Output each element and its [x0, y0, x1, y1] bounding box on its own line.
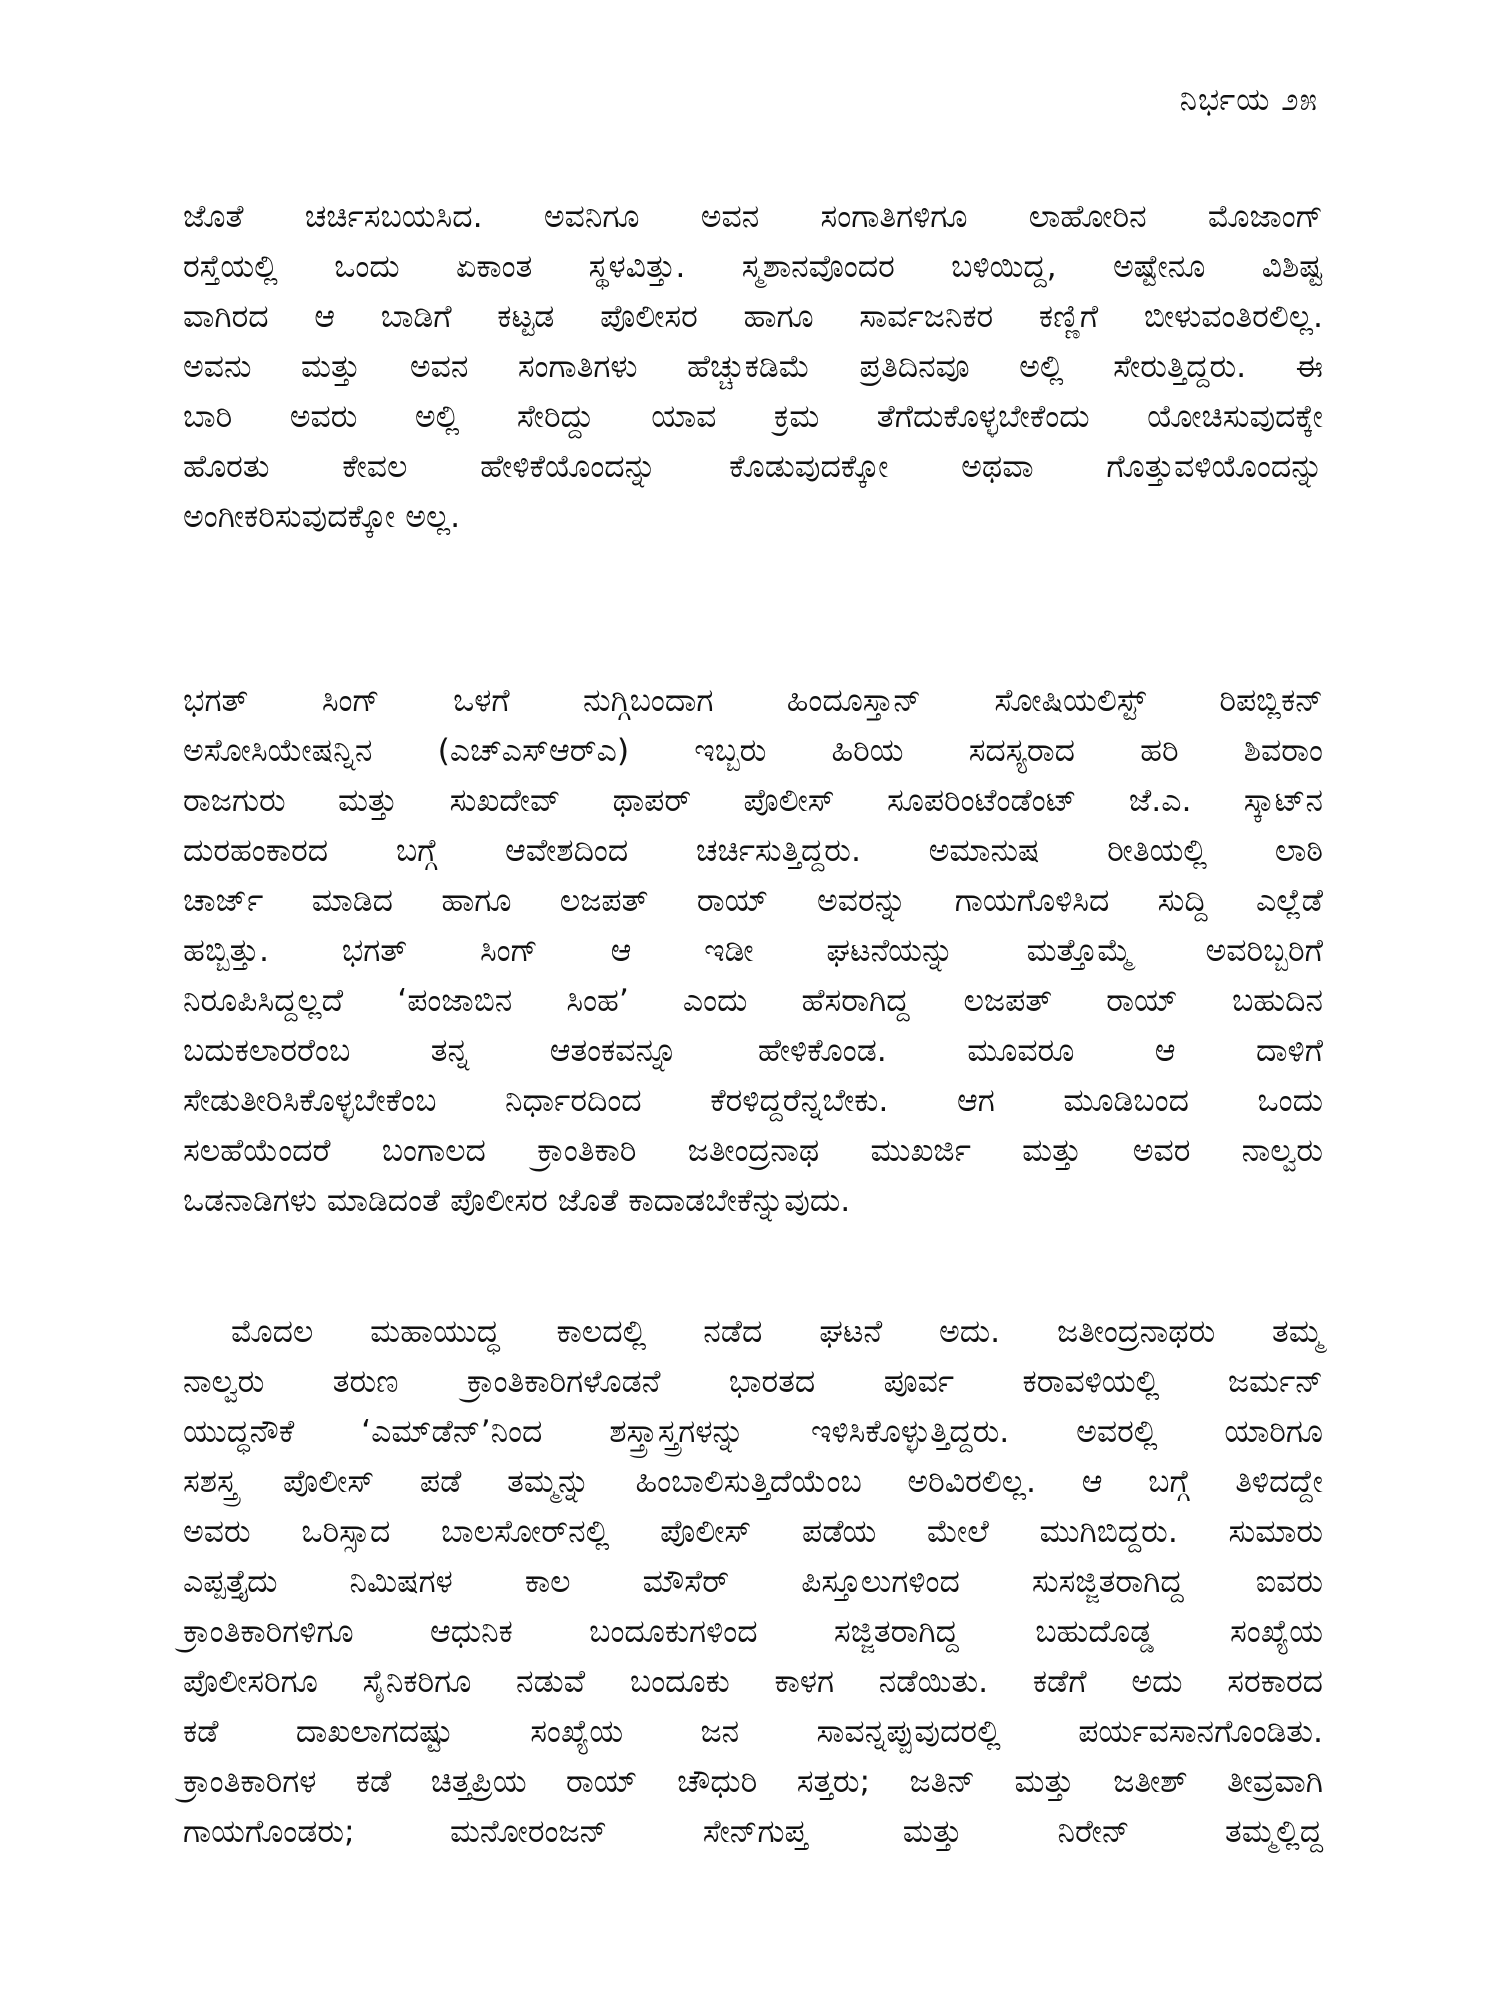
text-line: ಬದುಕಲಾರರೆಂಬ ತನ್ನ ಆತಂಕವನ್ನೂ ಹೇಳಿಕೊಂಡ. ಮೂವರೂ ಆ ದಾಳಿಗೆ	[183, 1033, 1323, 1069]
text-line: ಅವನು ಮತ್ತು ಅವನ ಸಂಗಾತಿಗಳು ಹೆಚ್ಚುಕಡಿಮೆ ಪ್ರತಿದಿನವೂ ಅಲ್ಲಿ ಸೇರುತ್ತಿದ್ದರು. ಈ	[183, 349, 1323, 385]
text-line: ಬಾರಿ ಅವರು ಅಲ್ಲಿ ಸೇರಿದ್ದು ಯಾವ ಕ್ರಮ ತೆಗೆದುಕೊಳ್ಳಬೇಕೆಂದು ಯೋಚಿಸುವುದಕ್ಕೇ	[183, 399, 1323, 435]
text-line: ಒಡನಾಡಿಗಳು ಮಾಡಿದಂತೆ ಪೊಲೀಸರ ಜೊತೆ ಕಾದಾಡಬೇಕೆನ್ನುವುದು.	[183, 1183, 851, 1219]
text-line: ಪೊಲೀಸರಿಗೂ ಸೈನಿಕರಿಗೂ ನಡುವೆ ಬಂದೂಕು ಕಾಳಗ ನಡೆಯಿತು. ಕಡೆಗೆ ಅದು ಸರಕಾರದ	[183, 1664, 1323, 1700]
text-line: ವಾಗಿರದ ಆ ಬಾಡಿಗೆ ಕಟ್ಟಡ ಪೊಲೀಸರ ಹಾಗೂ ಸಾರ್ವಜನಿಕರ ಕಣ್ಣಿಗೆ ಬೀಳುವಂತಿರಲಿಲ್ಲ.	[183, 299, 1323, 335]
paragraph-1	[183, 192, 1323, 542]
running-header: ನಿರ್ಭಯ ೨೫	[1179, 82, 1318, 118]
text-line: ರಾಜಗುರು ಮತ್ತು ಸುಖದೇವ್ ಥಾಪರ್ ಪೊಲೀಸ್ ಸೂಪರಿಂಟೆಂಡೆಂಟ್ ಜೆ.ಎ. ಸ್ಕಾಟ್‌ನ	[183, 783, 1323, 819]
text-line: ಜೊತೆ ಚರ್ಚಿಸಬಯಸಿದ. ಅವನಿಗೂ ಅವನ ಸಂಗಾತಿಗಳಿಗೂ ಲಾಹೋರಿನ ಮೊಜಾಂಗ್	[183, 199, 1323, 235]
text-line: ಮೊದಲ ಮಹಾಯುದ್ಧ ಕಾಲದಲ್ಲಿ ನಡೆದ ಘಟನೆ ಅದು. ಜತೀಂದ್ರನಾಥರು ತಮ್ಮ	[231, 1314, 1323, 1350]
text-line: ಸಲಹೆಯೆಂದರೆ ಬಂಗಾಲದ ಕ್ರಾಂತಿಕಾರಿ ಜತೀಂದ್ರನಾಥ ಮುಖರ್ಜಿ ಮತ್ತು ಅವರ ನಾಲ್ವರು	[183, 1133, 1323, 1169]
text-line: ದುರಹಂಕಾರದ ಬಗ್ಗೆ ಆವೇಶದಿಂದ ಚರ್ಚಿಸುತ್ತಿದ್ದರು. ಅಮಾನುಷ ರೀತಿಯಲ್ಲಿ ಲಾಠಿ	[183, 833, 1323, 869]
text-line: ಚಾರ್ಜ್ ಮಾಡಿದ ಹಾಗೂ ಲಜಪತ್ ರಾಯ್ ಅವರನ್ನು ಗಾಯಗೊಳಿಸಿದ ಸುದ್ದಿ ಎಲ್ಲೆಡೆ	[183, 883, 1323, 919]
paragraph-3	[183, 1307, 1323, 1857]
text-line: ರಸ್ತೆಯಲ್ಲಿ ಒಂದು ಏಕಾಂತ ಸ್ಥಳವಿತ್ತು. ಸ್ಮಶಾನವೊಂದರ ಬಳಿಯಿದ್ದ, ಅಷ್ಟೇನೂ ವಿಶಿಷ್ಟ	[183, 249, 1323, 285]
text-line: ಗಾಯಗೊಂಡರು; ಮನೋರಂಜನ್ ಸೇನ್‌ಗುಪ್ತ ಮತ್ತು ನಿರೇನ್ ತಮ್ಮಲ್ಲಿದ್ದ	[183, 1814, 1323, 1850]
text-line: ಯುದ್ಧನೌಕೆ ‘ಎಮ್‌ಡೆನ್’ನಿಂದ ಶಸ್ತ್ರಾಸ್ತ್ರಗಳನ್ನು ಇಳಿಸಿಕೊಳ್ಳುತ್ತಿದ್ದರು. ಅವರಲ್ಲಿ ಯಾರಿಗೂ	[183, 1414, 1323, 1450]
text-line: ಕಡೆ ದಾಖಲಾಗದಷ್ಟು ಸಂಖ್ಯೆಯ ಜನ ಸಾವನ್ನಪ್ಪುವುದರಲ್ಲಿ ಪರ್ಯವಸಾನಗೊಂಡಿತು.	[183, 1714, 1323, 1750]
text-line: ಭಗತ್ ಸಿಂಗ್ ಒಳಗೆ ನುಗ್ಗಿಬಂದಾಗ ಹಿಂದೂಸ್ತಾನ್ ಸೋಷಿಯಲಿಸ್ಟ್ ರಿಪಬ್ಲಿಕನ್	[183, 683, 1323, 719]
paragraph-2	[183, 676, 1323, 1226]
text-line: ಸಶಸ್ತ್ರ ಪೊಲೀಸ್ ಪಡೆ ತಮ್ಮನ್ನು ಹಿಂಬಾಲಿಸುತ್ತಿದೆಯೆಂಬ ಅರಿವಿರಲಿಲ್ಲ. ಆ ಬಗ್ಗೆ ತಿಳಿದದ್ದೇ	[183, 1464, 1323, 1500]
text-line: ಕ್ರಾಂತಿಕಾರಿಗಳಿಗೂ ಆಧುನಿಕ ಬಂದೂಕುಗಳಿಂದ ಸಜ್ಜಿತರಾಗಿದ್ದ ಬಹುದೊಡ್ಡ ಸಂಖ್ಯೆಯ	[183, 1614, 1323, 1650]
text-line: ಅವರು ಒರಿಸ್ಸಾದ ಬಾಲಸೋರ್‌ನಲ್ಲಿ ಪೊಲೀಸ್ ಪಡೆಯ ಮೇಲೆ ಮುಗಿಬಿದ್ದರು. ಸುಮಾರು	[183, 1514, 1323, 1550]
text-line: ನಾಲ್ವರು ತರುಣ ಕ್ರಾಂತಿಕಾರಿಗಳೊಡನೆ ಭಾರತದ ಪೂರ್ವ ಕರಾವಳಿಯಲ್ಲಿ ಜರ್ಮನ್	[183, 1364, 1323, 1400]
text-line: ಹೊರತು ಕೇವಲ ಹೇಳಿಕೆಯೊಂದನ್ನು ಕೊಡುವುದಕ್ಕೋ ಅಥವಾ ಗೊತ್ತುವಳಿಯೊಂದನ್ನು	[183, 449, 1323, 485]
text-line: ಅಸೋಸಿಯೇಷನ್ನಿನ (ಎಚ್‌ಎಸ್‌ಆರ್‌ಎ) ಇಬ್ಬರು ಹಿರಿಯ ಸದಸ್ಯರಾದ ಹರಿ ಶಿವರಾಂ	[183, 733, 1323, 769]
text-line: ನಿರೂಪಿಸಿದ್ದಲ್ಲದೆ ‘ಪಂಜಾಬಿನ ಸಿಂಹ’ ಎಂದು ಹೆಸರಾಗಿದ್ದ ಲಜಪತ್ ರಾಯ್ ಬಹುದಿನ	[183, 983, 1323, 1019]
text-line: ಸೇಡುತೀರಿಸಿಕೊಳ್ಳಬೇಕೆಂಬ ನಿರ್ಧಾರದಿಂದ ಕೆರಳಿದ್ದರೆನ್ನಬೇಕು. ಆಗ ಮೂಡಿಬಂದ ಒಂದು	[183, 1083, 1323, 1119]
text-line: ಕ್ರಾಂತಿಕಾರಿಗಳ ಕಡೆ ಚಿತ್ತಪ್ರಿಯ ರಾಯ್ ಚೌಧುರಿ ಸತ್ತರು; ಜತಿನ್ ಮತ್ತು ಜತೀಶ್ ತೀವ್ರವಾಗಿ	[183, 1764, 1323, 1800]
text-line: ಹಬ್ಬಿತ್ತು. ಭಗತ್ ಸಿಂಗ್ ಆ ಇಡೀ ಘಟನೆಯನ್ನು ಮತ್ತೊಮ್ಮೆ ಅವರಿಬ್ಬರಿಗೆ	[183, 933, 1323, 969]
text-line: ಎಪ್ಪತ್ತೈದು ನಿಮಿಷಗಳ ಕಾಲ ಮೌಸೆರ್ ಪಿಸ್ತೂಲುಗಳಿಂದ ಸುಸಜ್ಜಿತರಾಗಿದ್ದ ಐವರು	[183, 1564, 1323, 1600]
text-line: ಅಂಗೀಕರಿಸುವುದಕ್ಕೋ ಅಲ್ಲ.	[183, 499, 461, 535]
